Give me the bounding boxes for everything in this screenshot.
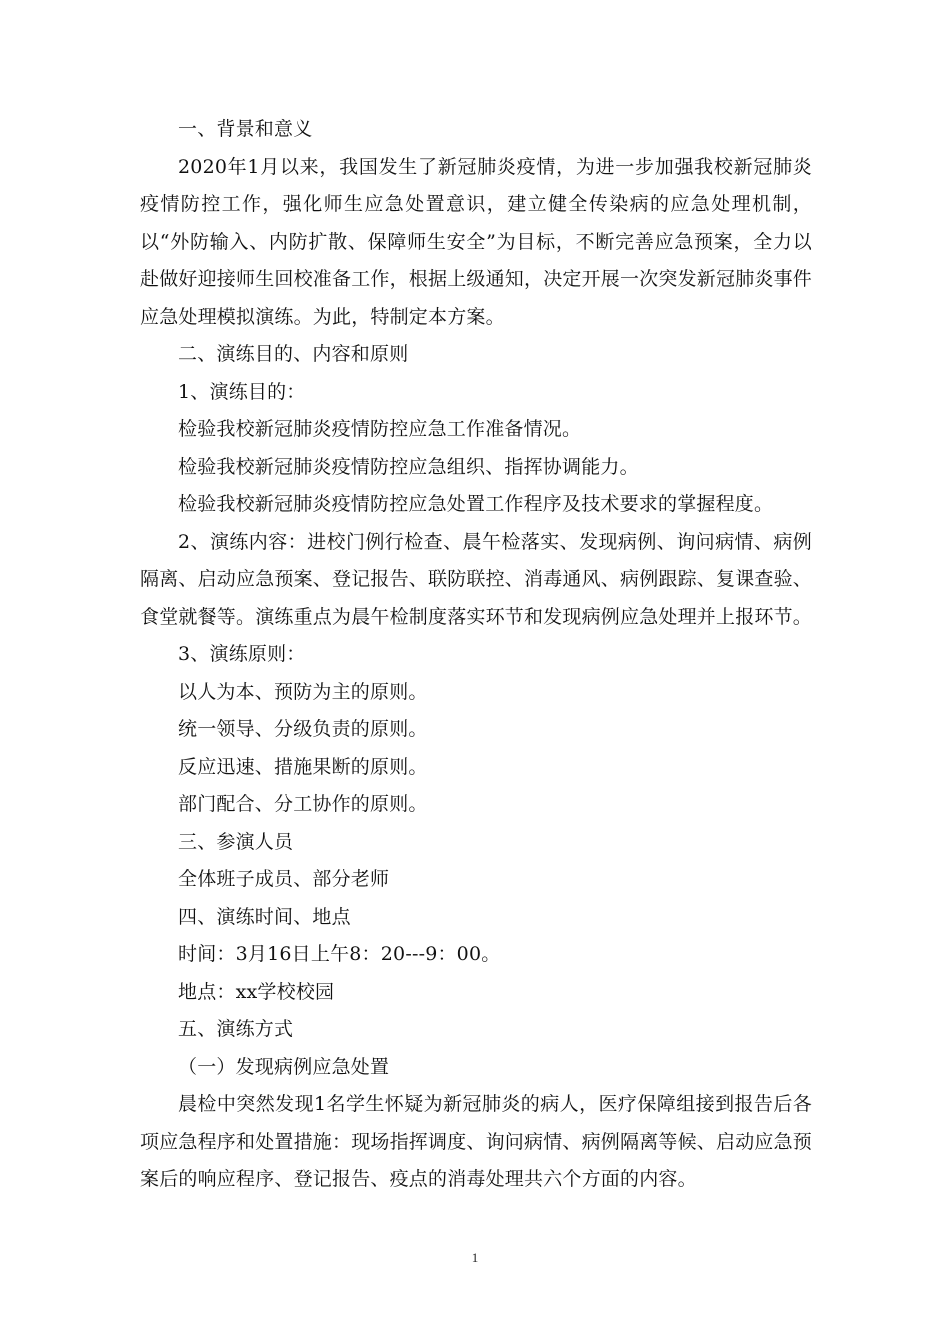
list-item: 反应迅速、措施果断的原则。 <box>178 755 428 778</box>
section-heading-purpose: 二、演练目的、内容和原则 <box>178 343 409 365</box>
document-body <box>140 111 812 1199</box>
list-item: 检验我校新冠肺炎疫情防控应急组织、指挥协调能力。 <box>178 455 639 478</box>
subheading-case-response: （一）发现病例应急处置 <box>178 1055 390 1078</box>
paragraph-case-response: 晨检中突然发现1名学生怀疑为新冠肺炎的病人，医疗保障组接到报告后各项应急程序和处置措施：现场指挥调度、询问病情、病例隔离等候、启动应急预案后的响应程序、登记报告、疫点的消毒处理共六个方面的内容。 <box>140 1093 813 1190</box>
paragraph-participants: 全体班子成员、部分老师 <box>178 868 390 890</box>
list-item: 统一领导、分级负责的原则。 <box>178 718 428 740</box>
section-heading-participants: 三、参演人员 <box>178 830 294 853</box>
list-item: 检验我校新冠肺炎疫情防控应急处置工作程序及技术要求的掌握程度。 <box>178 493 774 515</box>
subheading-principles: 3、演练原则： <box>178 643 306 665</box>
paragraph-content: 2、演练内容：进校门例行检查、晨午检落实、发现病例、询问病情、病例隔离、启动应急预案、登记报告、联防联控、消毒通风、病例跟踪、复课查验、食堂就餐等。演练重点为晨午检制度落实环节和发现病例应急处理并上报环节。 <box>140 530 813 628</box>
subheading-purpose: 1、演练目的： <box>178 380 306 403</box>
section-heading-background: 一、背景和意义 <box>178 118 313 140</box>
paragraph-time: 时间：3月16日上午8：20---9：00。 <box>178 943 501 965</box>
list-item: 检验我校新冠肺炎疫情防控应急工作准备情况。 <box>178 418 582 440</box>
section-heading-method: 五、演练方式 <box>178 1018 294 1040</box>
list-item: 以人为本、预防为主的原则。 <box>178 680 428 703</box>
page-number: 1 <box>471 1250 479 1265</box>
list-item: 部门配合、分工协作的原则。 <box>178 793 428 815</box>
paragraph-place: 地点：xx学校校园 <box>178 980 335 1003</box>
section-heading-time-place: 四、演练时间、地点 <box>178 905 351 928</box>
paragraph-background: 2020年1月以来，我国发生了新冠肺炎疫情，为进一步加强我校新冠肺炎疫情防控工作，强化师生应急处置意识，建立健全传染病的应急处理机制，以“外防输入、内防扩散、保障师生安全”为目标，不断完善应急预案，全力以赴做好迎接师生回校准备工作，根据上级通知，决定开展一次突发新冠肺炎事件应急处理模拟演练。为此，特制定本方案。 <box>140 155 813 328</box>
